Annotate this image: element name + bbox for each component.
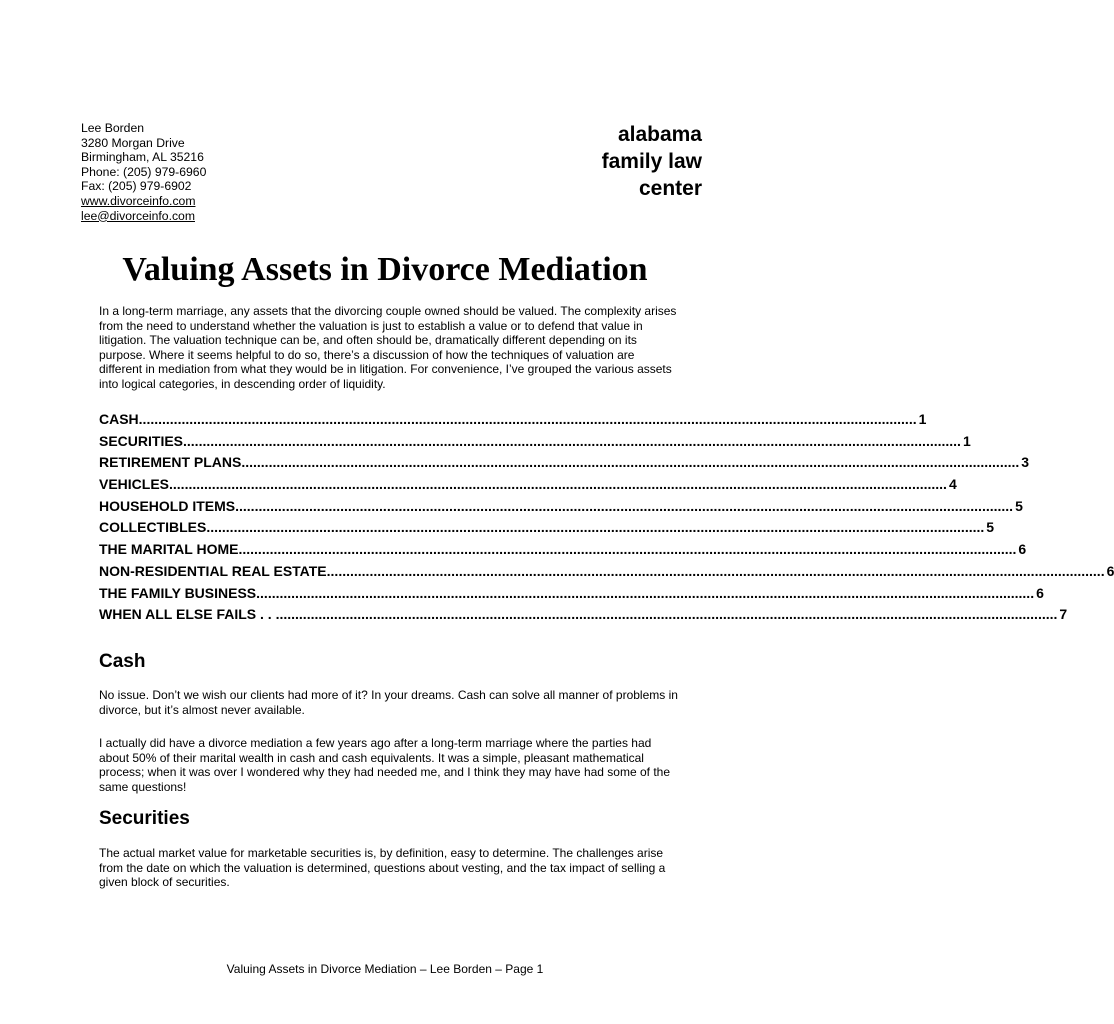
- logo-line-3: center: [638, 177, 702, 200]
- toc-dot-leader: ........................................................................................................................................................................................................: [183, 432, 961, 449]
- toc-entry-page: 4: [948, 476, 957, 493]
- toc-entry[interactable]: [99, 411, 927, 433]
- toc-entry-page: 6: [1018, 541, 1027, 558]
- contact-city: Birmingham, AL 35216: [81, 150, 204, 165]
- contact-fax: Fax: (205) 979-6902: [81, 179, 192, 194]
- toc-entry-page: 3: [1021, 454, 1030, 471]
- cash-paragraph-2: I actually did have a divorce mediation a few years ago after a long-term marriage where the parties had about 50% of their marital wealth in cash and cash equivalents. It was a simple, pleasant mathematical process; when it was over I wondered why they had needed me, and I think they may have had some of the same questions!: [99, 736, 670, 794]
- toc-entry[interactable]: [99, 432, 971, 455]
- email-link[interactable]: lee@divorceinfo.com: [81, 208, 195, 223]
- toc-dot-leader: ........................................................................................................................................................................................................: [279, 606, 1058, 623]
- toc-entry[interactable]: [99, 497, 1023, 520]
- toc-dot-leader: ........................................................................................................................................................................................................: [206, 519, 985, 536]
- toc-dot-leader: ........................................................................................................................................................................................................: [241, 454, 1020, 471]
- toc-entry-label: NON-RESIDENTIAL REAL ESTATE: [99, 562, 327, 579]
- logo-line-1: alabama: [617, 123, 702, 146]
- logo-line-2: family law: [601, 150, 702, 173]
- toc-entry[interactable]: [99, 454, 1030, 476]
- toc-dot-leader: ........................................................................................................................................................................................................: [326, 562, 1105, 579]
- toc-entry[interactable]: [99, 606, 1068, 628]
- toc-entry-label: COLLECTIBLES: [99, 519, 207, 536]
- securities-heading: Securities: [99, 808, 190, 829]
- table-of-contents: [99, 411, 1114, 628]
- cash-paragraph-1: No issue. Don’t we wish our clients had more of it? In your dreams. Cash can solve all manner of problems in divorce, but it’s almost never available.: [99, 688, 678, 717]
- toc-entry-label: THE FAMILY BUSINESS: [99, 584, 257, 601]
- firm-logo: [602, 121, 702, 202]
- toc-entry-label: SECURITIES: [99, 432, 184, 449]
- contact-block: [81, 121, 206, 223]
- toc-dot-leader: ........................................................................................................................................................................................................: [138, 411, 917, 427]
- toc-entry[interactable]: [99, 584, 1044, 607]
- toc-dot-leader: ........................................................................................................................................................................................................: [238, 541, 1017, 558]
- contact-address: 3280 Morgan Drive: [81, 135, 185, 150]
- toc-entry-page: 1: [962, 432, 971, 449]
- contact-phone: Phone: (205) 979-6960: [81, 164, 207, 179]
- toc-entry-page: 5: [1015, 497, 1023, 514]
- toc-entry-page: 1: [918, 411, 927, 427]
- website-link[interactable]: www.divorceinfo.com: [81, 193, 196, 208]
- toc-entry-label: WHEN ALL ELSE FAILS . . .: [99, 606, 280, 623]
- toc-entry-label: VEHICLES: [99, 476, 170, 493]
- toc-entry[interactable]: [99, 562, 1114, 585]
- toc-entry-label: CASH: [99, 411, 139, 427]
- toc-entry-label: RETIREMENT PLANS: [99, 454, 242, 471]
- securities-paragraph-1: The actual market value for marketable securities is, by definition, easy to determine. The challenges arise from the date on which the valuation is determined, questions about vesting, and the tax impact of selling a given block of securities.: [99, 846, 666, 890]
- toc-entry-label: HOUSEHOLD ITEMS: [99, 497, 236, 514]
- toc-dot-leader: ........................................................................................................................................................................................................: [256, 584, 1035, 601]
- document-title: Valuing Assets in Divorce Mediation: [122, 251, 648, 288]
- toc-entry-page: 6: [1036, 584, 1044, 601]
- toc-dot-leader: ........................................................................................................................................................................................................: [169, 476, 947, 493]
- contact-name: Lee Borden: [81, 121, 145, 135]
- toc-entry-page: 5: [986, 519, 995, 536]
- toc-entry-page: 6: [1106, 562, 1114, 579]
- toc-entry[interactable]: [99, 476, 957, 498]
- toc-entry-label: THE MARITAL HOME: [99, 541, 239, 558]
- toc-entry[interactable]: [99, 541, 1027, 563]
- intro-paragraph: In a long-term marriage, any assets that the divorcing couple owned should be valued. The complexity arises from the need to understand whether the valuation is just to establish a value or to defend that value in litigation. The valuation technique can be, and often should be, dramatically different depending on its purpose. Where it seems helpful to do so, there’s a discussion of how the techniques of valuation are different in mediation from what they would be in litigation. For convenience, I’ve grouped the various assets into logical categories, in descending order of liquidity.: [99, 304, 677, 391]
- toc-entry-page: 7: [1059, 606, 1068, 623]
- cash-heading: Cash: [99, 651, 146, 672]
- toc-dot-leader: ........................................................................................................................................................................................................: [235, 497, 1014, 514]
- page-footer: Valuing Assets in Divorce Mediation – Lee Borden – Page 1: [226, 962, 544, 976]
- toc-entry[interactable]: [99, 519, 995, 541]
